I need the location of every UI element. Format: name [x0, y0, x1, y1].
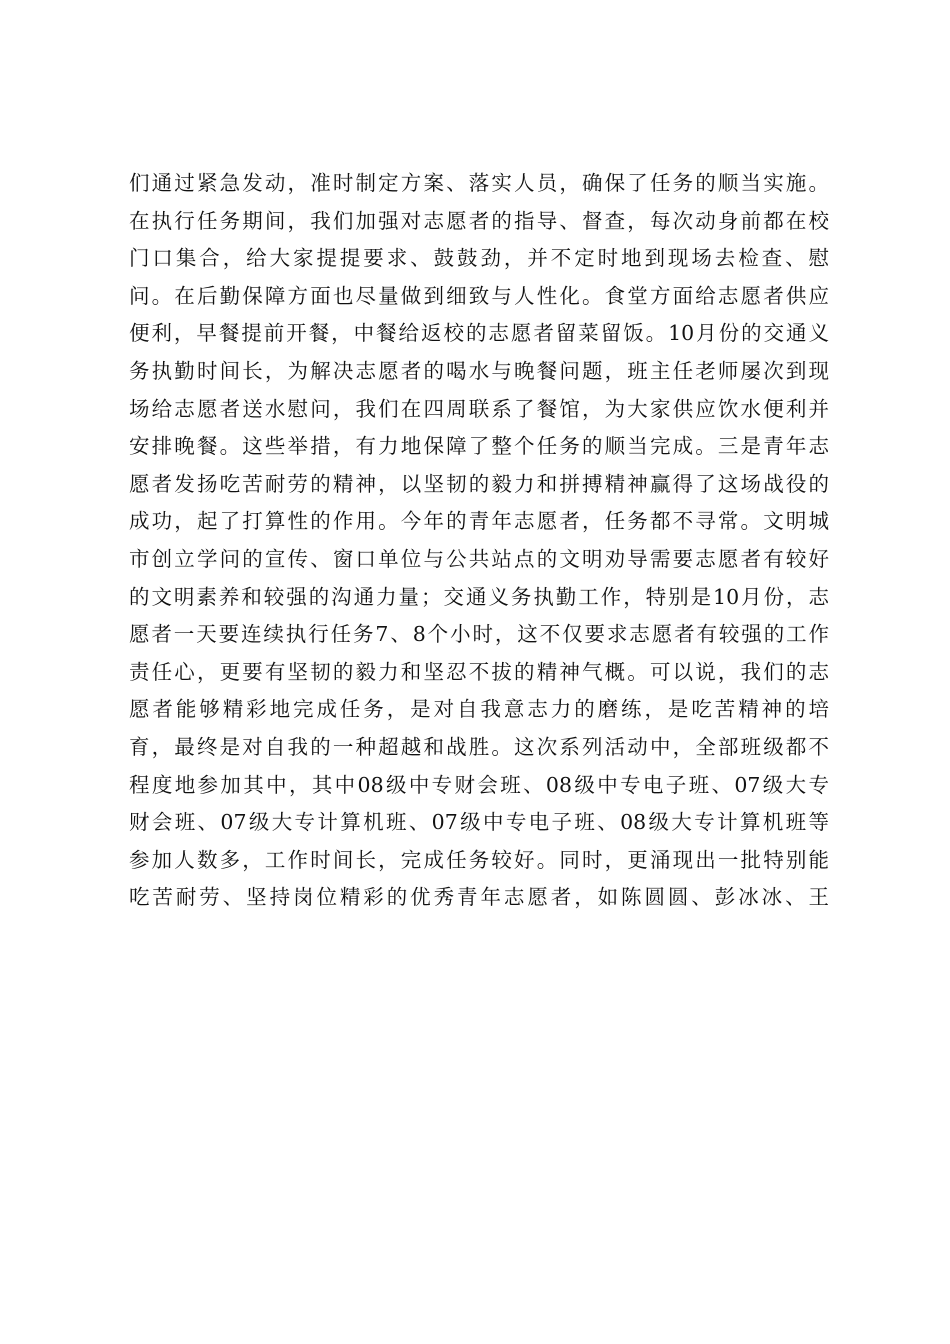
- text-line: 的文明素养和较强的沟通力量；交通义务执勤工作，特别是10月份，志: [129, 584, 829, 609]
- text-line: 愿者能够精彩地完成任务，是对自我意志力的磨练，是吃苦精神的培: [129, 697, 829, 722]
- text-line: 便利，早餐提前开餐，中餐给返校的志愿者留菜留饭。10月份的交通义: [129, 321, 829, 346]
- text-line: 吃苦耐劳、坚持岗位精彩的优秀青年志愿者，如陈圆圆、彭冰冰、王: [129, 885, 829, 910]
- text-line: 程度地参加其中，其中08级中专财会班、08级中专电子班、07级大专: [129, 772, 829, 797]
- text-line: 育，最终是对自我的一种超越和战胜。这次系列活动中，全部班级都不: [129, 734, 829, 759]
- text-line: 门口集合，给大家提提要求、鼓鼓劲，并不定时地到现场去检查、慰: [129, 246, 829, 271]
- text-line: 成功，起了打算性的作用。今年的青年志愿者，任务都不寻常。文明城: [129, 509, 829, 534]
- text-line: 务执勤时间长，为解决志愿者的喝水与晚餐问题，班主任老师屡次到现: [129, 358, 829, 383]
- text-line: 们通过紧急发动，准时制定方案、落实人员，确保了任务的顺当实施。: [129, 171, 829, 195]
- text-line: 参加人数多，工作时间长，完成任务较好。同时，更涌现出一批特别能: [129, 847, 829, 872]
- text-line: 在执行任务期间，我们加强对志愿者的指导、督查，每次动身前都在校: [129, 208, 829, 233]
- text-line: 财会班、07级大专计算机班、07级中专电子班、08级大专计算机班等: [129, 810, 829, 835]
- text-line: 愿者一天要连续执行任务7、8个小时，这不仅要求志愿者有较强的工作: [129, 622, 829, 647]
- text-line: 市创立学问的宣传、窗口单位与公共站点的文明劝导需要志愿者有较好: [129, 546, 829, 571]
- text-line: 安排晚餐。这些举措，有力地保障了整个任务的顺当完成。三是青年志: [129, 434, 829, 459]
- body-text: [129, 165, 829, 917]
- text-line: 场给志愿者送水慰问，我们在四周联系了餐馆，为大家供应饮水便利并: [129, 396, 829, 421]
- text-line: 问。在后勤保障方面也尽量做到细致与人性化。食堂方面给志愿者供应: [129, 283, 829, 308]
- text-line: 责任心，更要有坚韧的毅力和坚忍不拔的精神气概。可以说，我们的志: [129, 659, 829, 684]
- text-line: 愿者发扬吃苦耐劳的精神，以坚韧的毅力和拼搏精神赢得了这场战役的: [129, 471, 829, 496]
